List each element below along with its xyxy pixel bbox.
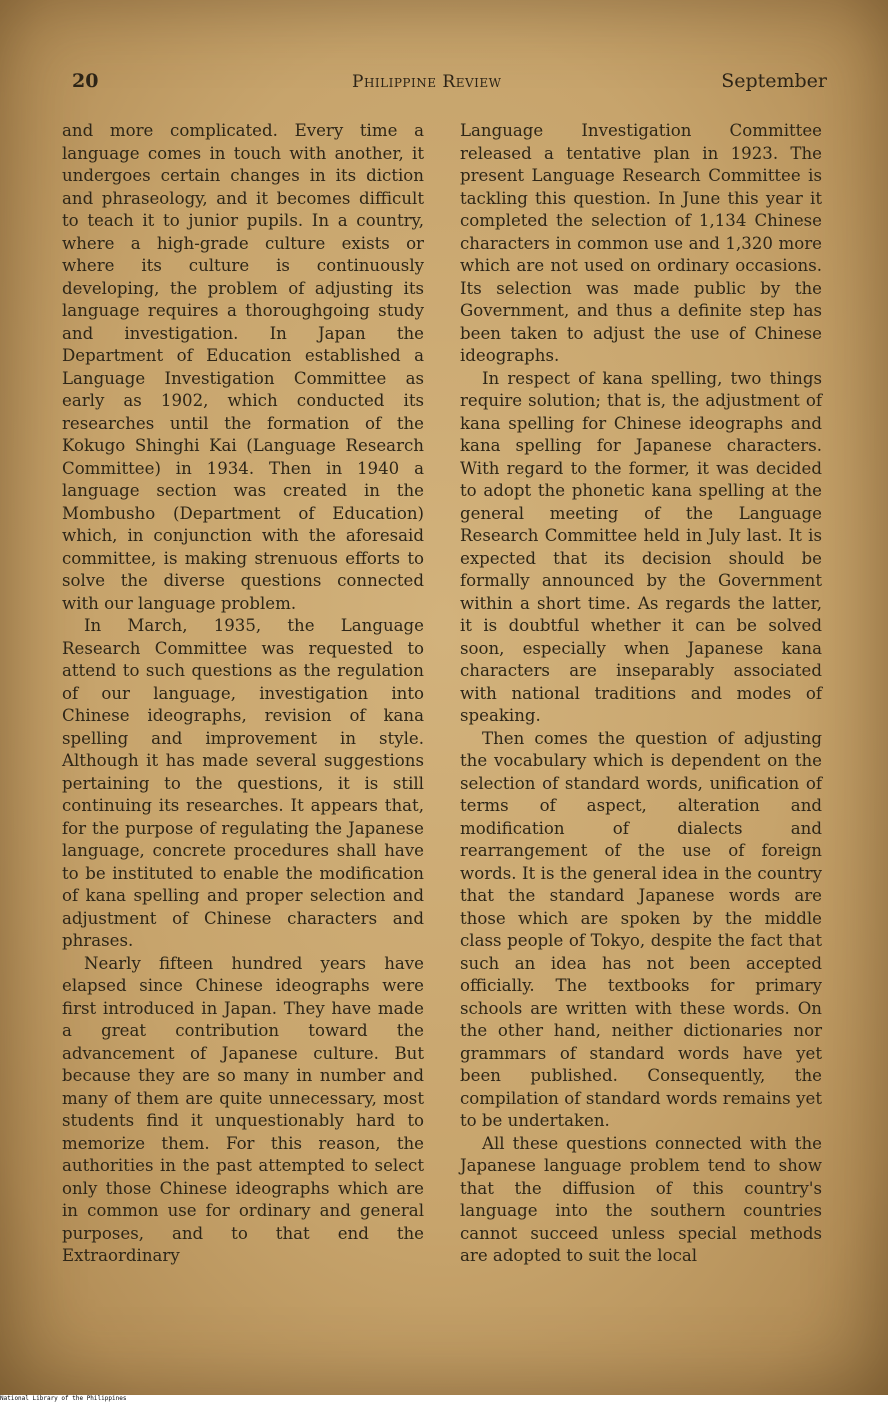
paragraph: In March, 1935, the Language Research Committee was requested to attend to such questions as the regulation of our language, investigation into Chinese ideographs, revision of kana spelling and improvement in style. Although it has made several suggestions pertaining to the questions, it is still continuing its researches. It appears that, for the purpose of regulating the Japanese language, concrete procedures shall have to be instituted to enable the modification of kana spelling and proper selection and adjustment of Chinese characters and phrases. bbox=[62, 616, 424, 950]
paragraph: In respect of kana spelling, two things require solution; that is, the adjustment of kana spelling for Chinese ideographs and kana spelling for Japanese characters. With regard to the former, it was decided to adopt the phonetic kana spelling at the general meeting of the Language Research Committee held in July last. It is expected that its decision should be formally announced by the Government within a short time. As regards the latter, it is doubtful whether it can be solved soon, especially when Japanese kana characters are inseparably associated with national traditions and modes of speaking. bbox=[460, 368, 822, 725]
library-watermark: National Library of the Philippines bbox=[0, 1395, 888, 1403]
paragraph: Nearly fifteen hundred years have elapsed since Chinese ideographs were first introduced in Japan. They have made a great contribution toward the advancement of Japanese culture. But because they are so many in number and many of them are quite unnecessary, most students find it unquestionably hard to memorize them. For this reason, the authorities in the past attempted to select only those Chinese ideographs which are in common use for ordinary and general purposes, and to that end the Extraordinary bbox=[62, 953, 424, 1265]
issue-month: September bbox=[721, 70, 827, 92]
paragraph: All these questions connected with the Japanese language problem tend to show that the diffusion of this country's language into the southern countries cannot succeed unless special methods are adopted to suit the local bbox=[460, 1133, 822, 1265]
page-number: 20 bbox=[72, 70, 99, 92]
left-column bbox=[62, 120, 424, 1268]
journal-title: Philippine Review bbox=[352, 72, 502, 92]
paragraph: and more complicated. Every time a language comes in touch with another, it undergoes certain changes in its diction and phraseology, and it becomes difficult to teach it to junior pupils. In a country, where a high-grade culture exists or where its culture is continuously developing, the problem of adjusting its language requires a thoroughgoing study and investigation. In Japan the Department of Education established a Language Investigation Committee as early as 1902, which conducted its researches until the formation of the Kokugo Shinghi Kai (Language Research Committee) in 1934. Then in 1940 a language section was created in the Mombusho (Department of Education) which, in conjunction with the aforesaid committee, is making strenuous efforts to solve the diverse questions connected with our language problem. bbox=[62, 121, 424, 613]
right-column bbox=[460, 120, 822, 1268]
paragraph: Then comes the question of adjusting the vocabulary which is dependent on the selection of standard words, unification of terms of aspect, alteration and modification of dialects and rearrangement of the use of foreign words. It is the general idea in the country that the standard Japanese words are those which are spoken by the middle class people of Tokyo, despite the fact that such an idea has not been accepted officially. The textbooks for primary schools are written with these words. On the other hand, neither dictionaries nor grammars of standard words have yet been published. Consequently, the compilation of standard words remains yet to be undertaken. bbox=[460, 728, 822, 1130]
page-header bbox=[72, 70, 827, 100]
paragraph: Language Investigation Committee released a tentative plan in 1923. The present Language Research Committee is tackling this question. In June this year it completed the selection of 1,134 Chinese characters in common use and 1,320 more which are not used on ordinary occasions. Its selection was made public by the Government, and thus a definite step has been taken to adjust the use of Chinese ideographs. bbox=[460, 121, 822, 365]
